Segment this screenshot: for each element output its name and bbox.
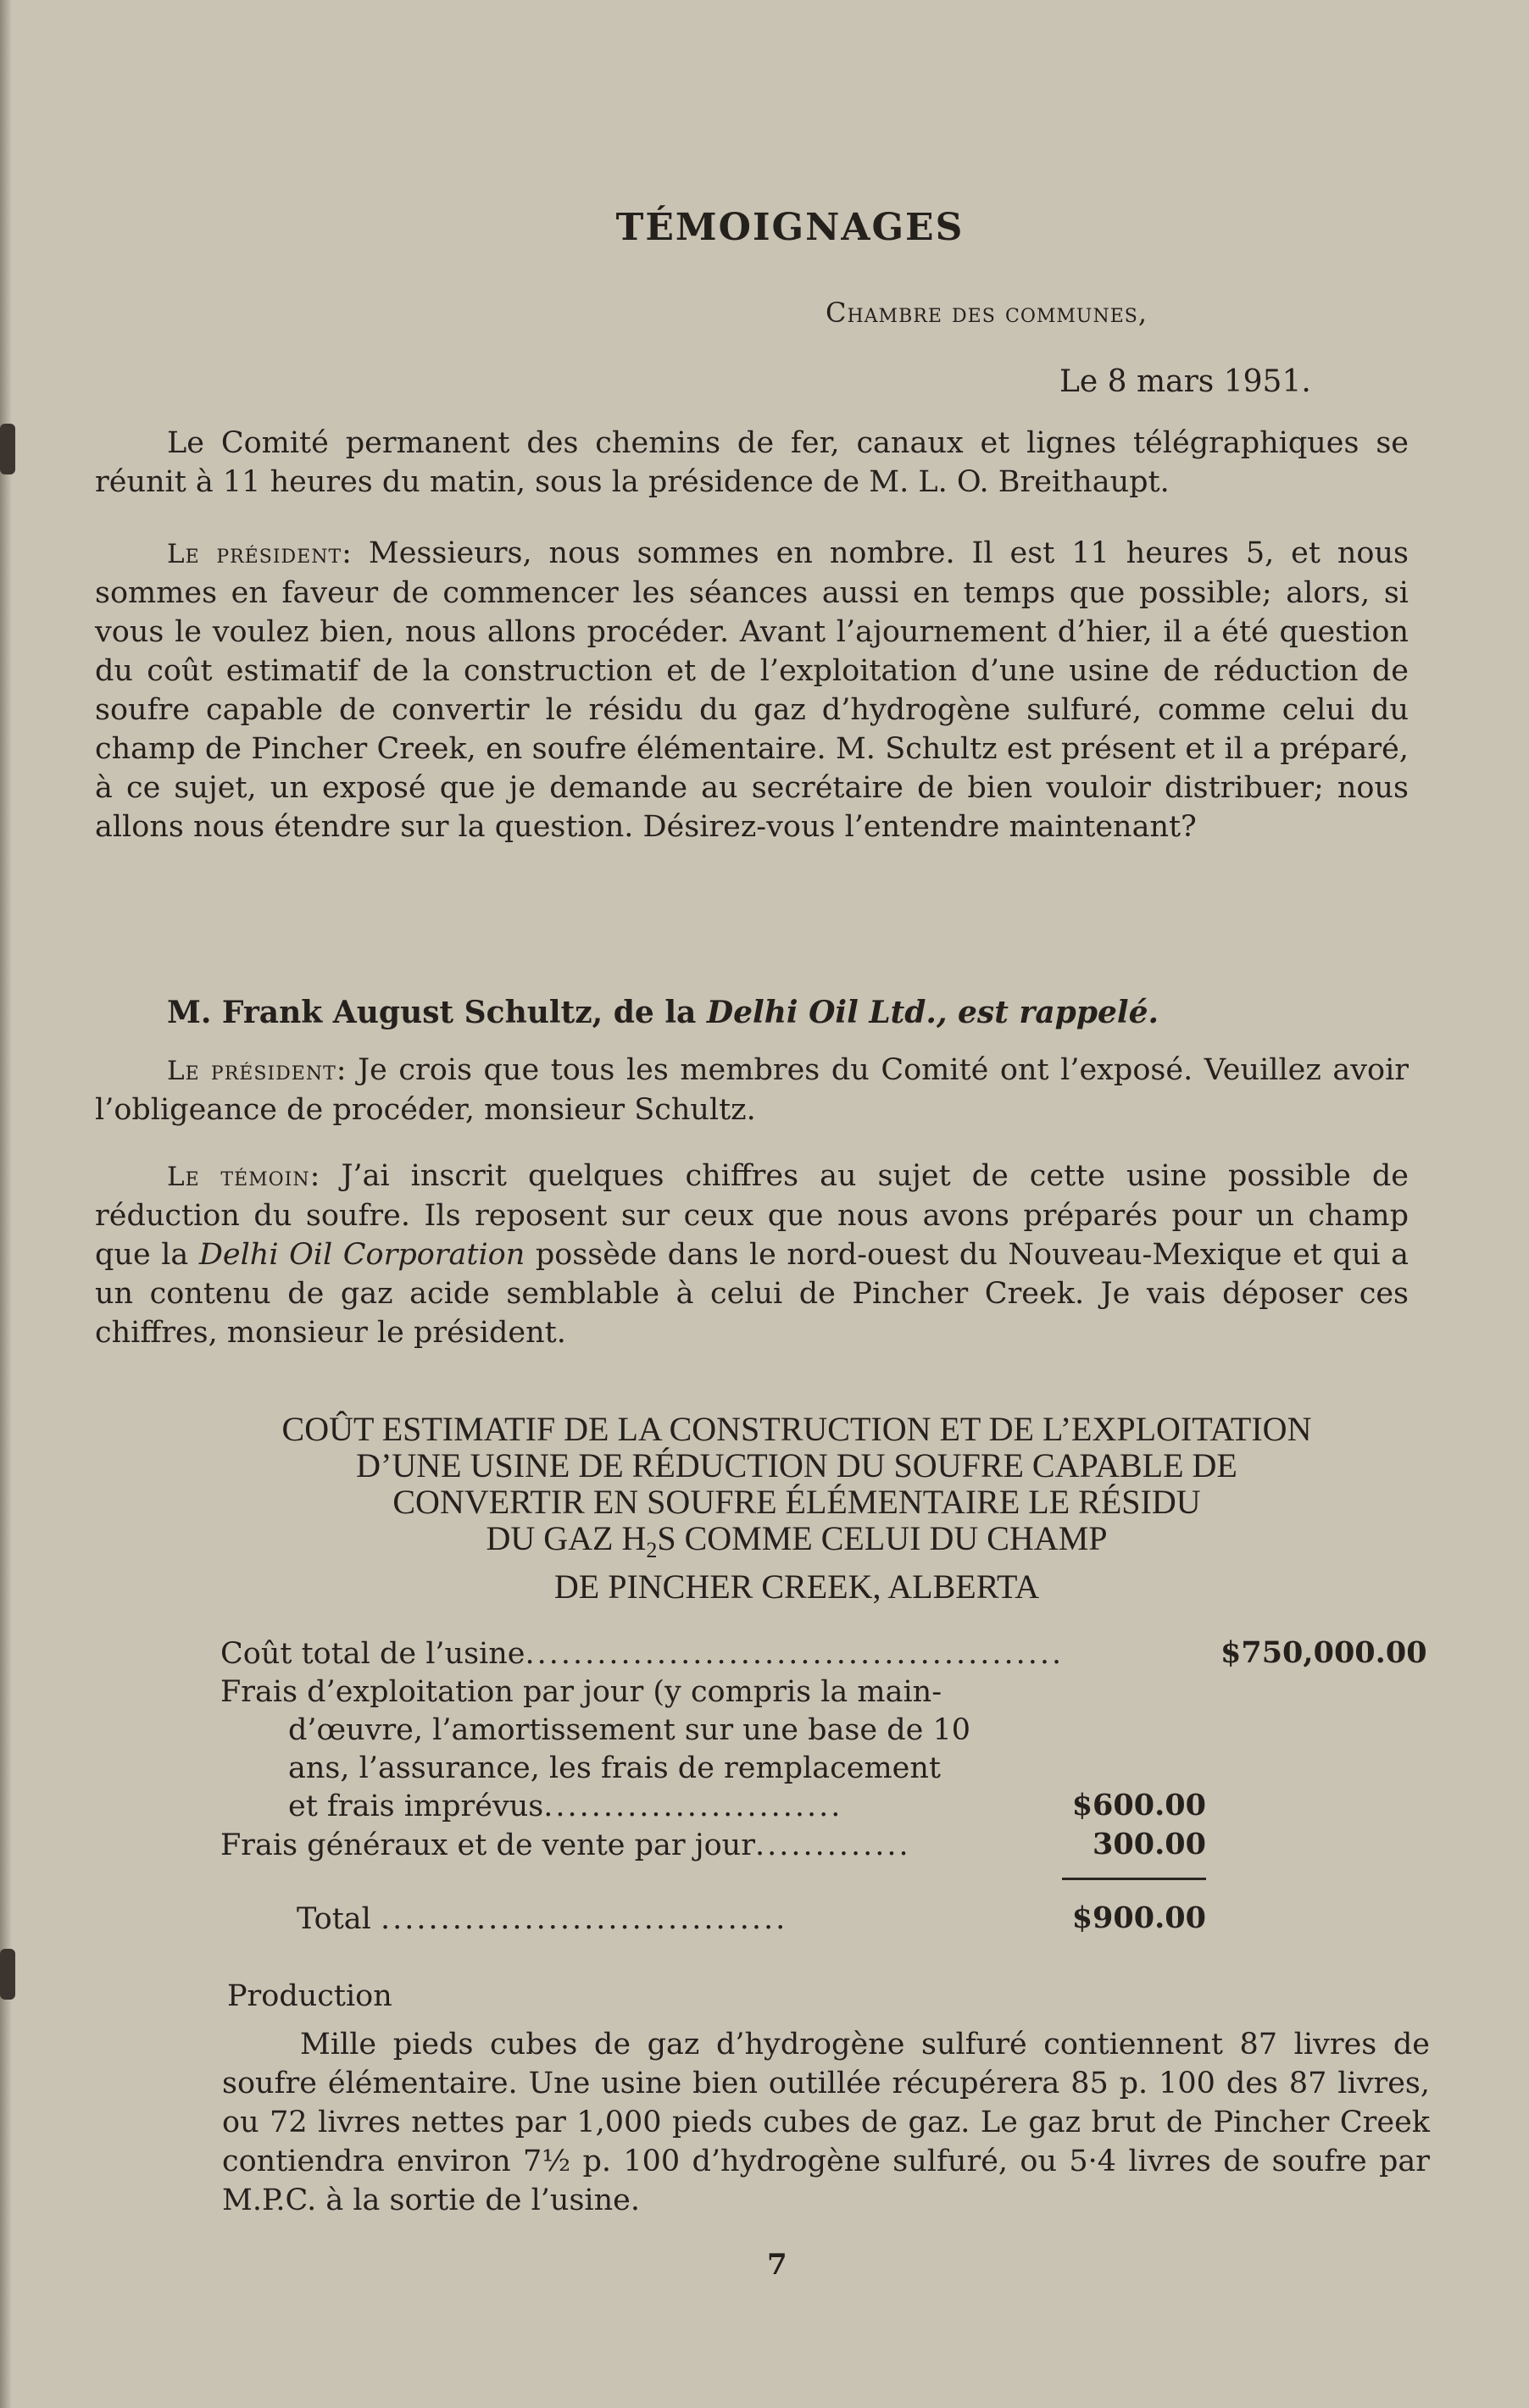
estimate-title-line: DE PINCHER CREEK, ALBERTA	[553, 1567, 1040, 1606]
cost-frais-line: ans, l’assurance, les frais de remplacement	[288, 1751, 941, 1785]
witness-heading	[167, 995, 1159, 1030]
cost-generaux-row	[220, 1827, 911, 1865]
page-title: TÉMOIGNAGES	[615, 206, 965, 249]
statement-text: possède dans le nord-ouest du Nouveau-Mexique et qui a un contenu de gaz acide semblable à celui de Pincher Creek. Je vais déposer ces chiffres, monsieur le président.	[95, 1238, 1409, 1350]
cost-value: 300.00	[1093, 1827, 1206, 1861]
production-paragraph: Mille pieds cubes de gaz d’hydrogène sulfuré contiennent 87 livres de soufre élémentaire. Une usine bien outillée récupérera 85 p. 100 des 87 livres, ou 72 livres nettes par 1,000 pieds cubes de gaz. Le gaz brut de Pincher Creek contiendra environ 7½ p. 100 d’hydrogène sulfuré, ou 5·4 livres de soufre par M.P.C. à la sortie de l’usine.	[222, 2028, 1430, 2217]
estimate-title	[170, 1411, 1424, 1605]
production-heading: Production	[227, 1979, 392, 2013]
estimate-title-line: D’UNE USINE DE RÉDUCTION DU SOUFRE CAPABLE DE	[356, 1446, 1237, 1484]
cost-label: Total	[297, 1902, 371, 1936]
statement-text: : Je crois que tous les membres du Comité ont l’exposé. Veuillez avoir l’obligeance de procéder, monsieur Schultz.	[95, 1053, 1409, 1127]
cost-label: Coût total de l’usine	[220, 1637, 525, 1671]
speaker-label: Le président	[167, 1056, 336, 1086]
leader-dots: .........................	[543, 1789, 843, 1823]
statement-text: : J’ai inscrit quelques chiffres au sujet de cette usine possible de réduction du soufre. Ils reposent sur ceux que nous avons préparés pour un champ que la	[95, 1159, 1409, 1272]
total-rule	[1062, 1878, 1206, 1880]
estimate-title-line: COÛT ESTIMATIF DE LA CONSTRUCTION ET DE L’EXPLOITATION	[281, 1410, 1312, 1448]
cost-value: $750,000.00	[1220, 1635, 1427, 1670]
cost-frais-line: Frais d’exploitation par jour (y compris la main-	[220, 1675, 942, 1709]
leader-dots: .............	[754, 1828, 911, 1862]
title-fragment: S COMME CELUI DU CHAMP	[657, 1519, 1108, 1557]
cost-label: et frais imprévus	[288, 1789, 544, 1823]
leader-dots: .............................................	[525, 1637, 1065, 1671]
page-number: 7	[767, 2248, 787, 2282]
estimate-title-line	[170, 1520, 1424, 1568]
title-fragment: DU GAZ H	[486, 1519, 647, 1557]
cost-total-row	[297, 1900, 787, 1939]
president-statement-2	[95, 1051, 1409, 1129]
president-statement-1	[95, 534, 1409, 846]
cost-label: Frais généraux et de vente par jour	[220, 1828, 755, 1862]
cost-frais-row	[288, 1788, 842, 1826]
chambre-heading: Chambre des communes,	[826, 297, 1148, 329]
estimate-title-line: CONVERTIR EN SOUFRE ÉLÉMENTAIRE LE RÉSIDU	[392, 1483, 1201, 1521]
witness-company: Delhi Oil Ltd., est rappelé.	[706, 995, 1159, 1030]
cost-frais-line: d’œuvre, l’amortissement sur une base de 10	[288, 1713, 970, 1747]
speaker-label: Le président	[167, 539, 342, 569]
witness-statement	[95, 1157, 1409, 1352]
leader-dots: ..................................	[380, 1902, 788, 1936]
company-name: Delhi Oil Corporation	[198, 1238, 525, 1272]
speaker-label: Le témoin	[167, 1162, 310, 1192]
subscript: 2	[646, 1538, 658, 1562]
cost-total-usine-row	[220, 1635, 1064, 1673]
binding-mark	[0, 424, 15, 474]
cost-value: $900.00	[1071, 1900, 1206, 1935]
witness-name: M. Frank August Schultz, de la	[167, 995, 707, 1030]
date-line: Le 8 mars 1951.	[1059, 364, 1311, 399]
statement-text: : Messieurs, nous sommes en nombre. Il est 11 heures 5, et nous sommes en faveur de commencer les séances aussi en temps que possible; alors, si vous le voulez bien, nous allons procéder. Avant l’ajournement d’hier, il a été question du coût estimatif de la construction et de l’exploitation d’une usine de réduction de soufre capable de convertir le résidu du gaz d’hydrogène sulfuré, comme celui du champ de Pincher Creek, en soufre élémentaire. M. Schultz est présent et il a préparé, à ce sujet, un exposé que je demande au secrétaire de bien vouloir distribuer; nous allons nous étendre sur la question. Désirez-vous l’entendre maintenant?	[95, 536, 1409, 844]
binding-mark	[0, 1949, 15, 2000]
cost-value: $600.00	[1071, 1788, 1206, 1823]
intro-paragraph: Le Comité permanent des chemins de fer, canaux et lignes télégraphiques se réunit à 11 heures du matin, sous la présidence de M. L. O. Breithaupt.	[95, 426, 1409, 499]
